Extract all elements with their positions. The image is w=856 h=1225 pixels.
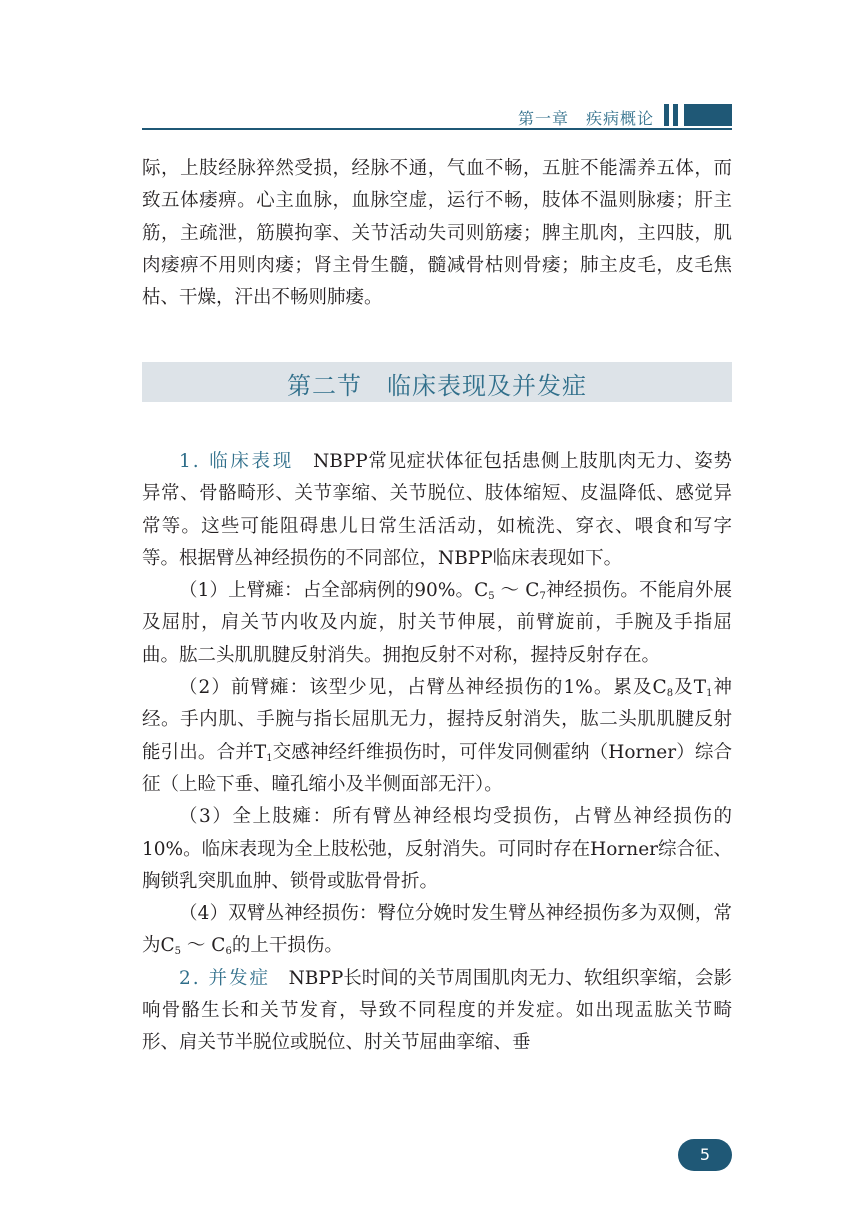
clinical-heading: 1. 临床表现	[179, 451, 294, 472]
section-body	[142, 446, 732, 1060]
subscript: 5	[488, 591, 495, 603]
subscript: 7	[539, 591, 546, 603]
subscript: 1	[706, 688, 713, 700]
subscript: 8	[666, 688, 674, 700]
running-header	[142, 104, 732, 130]
header-bar	[664, 104, 669, 126]
paragraph-top: 际，上肢经脉猝然受损，经脉不通，气血不畅，五脏不能濡养五体，而致五体痿痹。心主血脉，血脉空虚，运行不畅，肢体不温则脉痿；肝主筋，主疏泄，筋膜拘挛、关节活动失司则筋痿；脾主肌肉，主四肢，肌肉痿痹不用则肉痿；肾主骨生髓，髓减骨枯则骨痿；肺主皮毛，皮毛焦枯、干燥，汗出不畅则肺痿。	[142, 158, 732, 309]
subscript: 1	[266, 752, 273, 764]
complication-paragraph	[142, 963, 732, 1060]
type3-paragraph: （3）全上肢瘫：所有臂丛神经根均受损伤，占臂丛神经损伤的10%。临床表现为全上肢松弛，反射消失。可同时存在Horner综合征、胸锁乳突肌血肿、锁骨或肱骨骨折。	[142, 806, 732, 892]
type4-paragraph	[142, 898, 732, 963]
type4-text-c: 的上干损伤。	[231, 935, 343, 957]
type1-text-c: 神经损伤。不能肩外展及屈肘，肩关节内收及内旋，肘关节伸展，前臂旋前，手腕及手指屈曲。肱二头肌肌腱反射消失。拥抱反射不对称，握持反射存在。	[142, 580, 732, 666]
header-decoration	[664, 104, 732, 130]
subscript: 5	[174, 946, 182, 958]
type4-text-a: （4）双臂丛神经损伤：臀位分娩时发生臂丛神经损伤多为双侧，常为C	[142, 903, 732, 957]
type1-text-a: （1）上臂瘫：占全部病例的90%。C	[179, 580, 489, 602]
clinical-paragraph	[142, 446, 732, 575]
type1-text-b: ～ C	[494, 580, 540, 602]
type4-text-b: ～ C	[181, 935, 226, 957]
type2-paragraph	[142, 672, 732, 801]
type2-text-c: 神经。手内肌、手腕与指长屈肌无力，握持反射消失，肱二头肌肌腱反射能引出。合并T	[142, 677, 732, 763]
complication-text: NBPP长时间的关节周围肌肉无力、软组织挛缩，会影响骨骼生长和关节发育，导致不同程度的并发症。如出现盂肱关节畸形、肩关节半脱位或脱位、肘关节屈曲挛缩、垂	[142, 967, 732, 1054]
subscript: 6	[225, 946, 232, 958]
section-title: 第二节 临床表现及并发症	[287, 372, 587, 400]
header-bar	[673, 104, 678, 126]
chapter-title: 第一章 疾病概论	[517, 109, 654, 128]
clinical-text: NBPP常见症状体征包括患侧上肢肌肉无力、姿势异常、骨骼畸形、关节挛缩、关节脱位、肢体缩短、皮温降低、感觉异常等。这些可能阻碍患儿日常生活活动，如梳洗、穿衣、喂食和写字等。根据臂丛神经损伤的不同部位，NBPP临床表现如下。	[142, 451, 732, 569]
section-banner	[142, 362, 732, 402]
header-bar-block	[684, 104, 732, 126]
complication-heading: 2. 并发症	[179, 967, 271, 989]
page-number: 5	[678, 1139, 732, 1171]
type1-paragraph	[142, 575, 732, 672]
type2-text-a: （2）前臂瘫：该型少见，占臂丛神经损伤的1%。累及C	[179, 677, 667, 699]
type2-text-b: 及T	[673, 677, 707, 699]
type2-text-d: 交感神经纤维损伤时，可伴发同侧霍纳（Horner）综合征（上睑下垂、瞳孔缩小及半侧面部无汗）。	[142, 741, 732, 795]
header-rule	[142, 128, 732, 130]
